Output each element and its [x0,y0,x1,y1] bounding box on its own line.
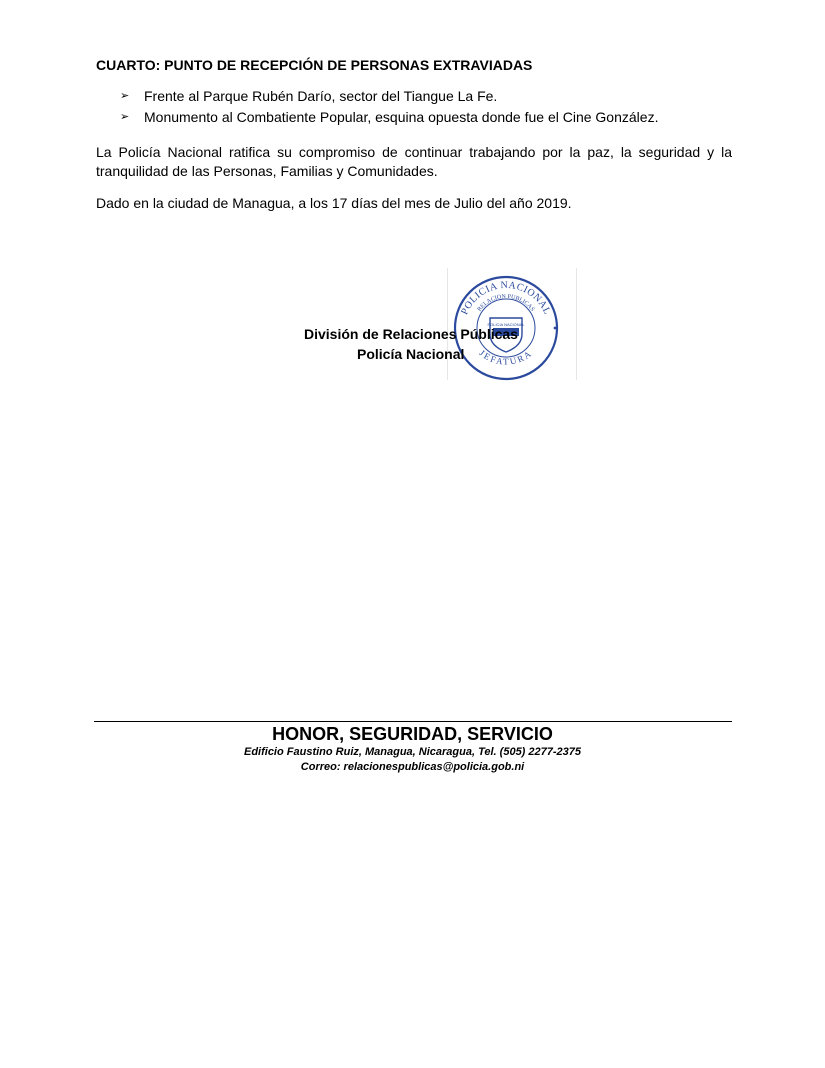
signature-institution: Policía Nacional [357,346,465,362]
seal-bottom-text: JEFATURA [477,347,535,367]
footer-divider [94,721,732,722]
commitment-paragraph: La Policía Nacional ratifica su compromiso de continuar trabajando por la paz, la seguridad y la tranquilidad de las Personas, Familias y Comunidades. [96,144,732,179]
footer-address: Edificio Faustino Ruiz, Managua, Nicaragua, Tel. (505) 2277-2375 [243,746,582,758]
date-paragraph: Dado en la ciudad de Managua, a los 17 días del mes de Julio del año 2019. [96,195,572,211]
section-title: CUARTO: PUNTO DE RECEPCIÓN DE PERSONAS EXTRAVIADAS [96,57,533,73]
list-item-text: Monumento al Combatiente Popular, esquina opuesta donde fue el Cine González. [144,109,659,125]
list-item [120,107,658,128]
seal-top-text: POLICIA NACIONAL [459,279,553,317]
signature-division: División de Relaciones Públicas [304,326,518,342]
footer-motto: HONOR, SEGURIDAD, SERVICIO [272,724,553,744]
location-list [120,86,658,128]
svg-text:JEFATURA [478,348,535,367]
footer-email: Correo: relacionespublicas@policia.gob.ni [300,761,525,773]
arrow-bullet-icon: ➢ [120,111,130,123]
list-item [120,86,658,107]
seal-center-text: POLICIA NACIONAL [487,322,525,327]
list-item-text: Frente al Parque Rubén Darío, sector del Tiangue La Fe. [144,88,498,104]
arrow-bullet-icon: ➢ [120,90,130,102]
seal-sub-text: RELACION PUBLICAS [476,293,536,313]
